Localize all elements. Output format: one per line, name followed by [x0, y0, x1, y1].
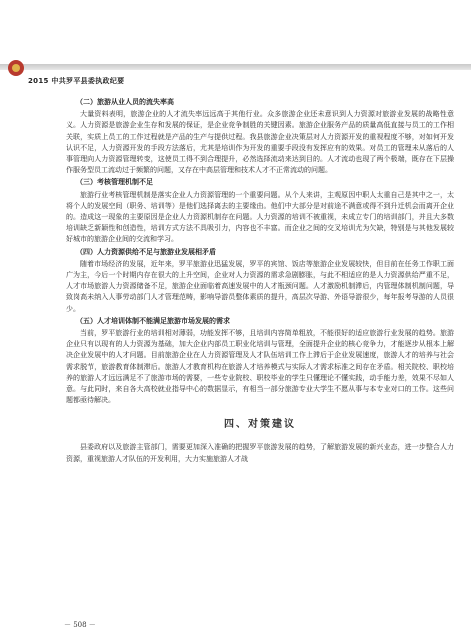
section-body-2: 大量资料表明，旅游企业的人才流失率远远高于其他行业。众多旅游企业还未意识到人力资源对旅游业发展的战略性意义。人力资源是旅游企业生存和发展的保证，是企业竞争制胜的关键因素。旅游企业服务产品的质量高低直接与员工的工作相关联，实质上员工的工作过程就是产品的生产与提供过程。我县旅游企业决策层对人力资源开发的重视程度不够，对如何开发认识不足，人力资源开发的手段方法落后，尤其是培训作为开发的重要手段没有发挥应有的效果。对员工的管理未从落后的人事管理向人力资源管理转变，这使员工得不到合理提升，必然选择流动来达到目的。人才流动也现了两个极端，既存在下层操作服务型员工流动过于频繁的问题，又存在中高层管理和技术人才不正常流动的问题。 [66, 110, 454, 175]
running-header-title: 2015 中共罗平县委执政纪要 [28, 77, 125, 85]
party-emblem-icon [8, 60, 24, 76]
section-heading-3: （三）考核管理机制不足 [76, 178, 153, 187]
page-header [0, 0, 471, 96]
chapter-body: 县委政府以及旅游主管部门，需要更加深入准确的把握罗平旅游发展的趋势，了解旅游发展的新兴业态，进一步整合人力资源，重视旅游人才队伍的开发利用，大力实施旅游人才战 [66, 443, 454, 463]
section-body-3: 旅游行业考核管理机制是落实企业人力资源管理的一个重要问题。从个人来讲，主观原因中职人太重自己是其中之一，太将个人的发展空间（职务、培训等）是他们选择离去的主要缘由。他们中大部分是对前途不满意或得不到升迁机会而离开企业的。造成这一现象的主要原因是企业人力资源机制存在问题。人力资源的培训不被重视，未成立专门的培训部门，并且大多数培训缺乏新颖性和创造性，培训方式方法不具吸引力，内容也不丰富。而企业之间的交叉培训尤为欠缺，特别是与其他发展较好城市的旅游企业间的交流和学习。 [66, 190, 454, 244]
header-band [0, 64, 471, 70]
main-text [66, 96, 454, 465]
page-number: － 508 － [64, 621, 96, 629]
chapter-heading: 四、对策建议 [224, 419, 296, 431]
section-heading-5: （五）人才培训体制不能满足旅游市场发展的需求 [76, 316, 230, 325]
section-heading-2: （二）旅游从业人员的流失率高 [76, 98, 174, 106]
section-heading-4: （四）人力资源供给不足与旅游业发展相矛盾 [76, 247, 216, 256]
section-body-5: 当前，罗平旅游行业的培训相对薄弱，功能发挥不够，且培训内容简单粗放，不能很好的适应旅游行业发展的趋势。旅游企业只有以现有的人力资源为基础，加大企业内部员工职业化培训与管理，全面提升企业的核心竞争力，才能逐步从根本上解决企业发展中的人才问题。目前旅游企业在人力资源管理及人才队伍培训工作上滞后于企业发展速度，旅游人才的培养与社会需求脱节，旅游教育体制滞后。旅游人才教育机构在旅游人才培养模式与实际人才需求标准之间存在矛盾。相关院校、职校培养的旅游人才远远满足不了旅游市场的需要，一些专业院校、职校毕业的学生只懂理论不懂实践，动手能力差，效果不尽如人意。与此同时，来自各大高校就业指导中心的数据显示，有相当一部分旅游专业大学生不愿从事与本专业对口的工作。这些问题都亟待解决。 [66, 329, 454, 405]
section-body-4: 随着市场经济的发展，近年来，罗平旅游业迅猛发展，罗平的宾馆、饭店等旅游企业发展较快，但目前在任务工作职工面广为主，今后一个时期内存在很大的上升空间，企业对人力资源的需求急剧膨胀，与此不相适应的是人力资源供给严重不足，人才市场旅游人力资源储备不足，旅游企业面临着高速发展中的人才瓶颈问题。人才激励机制滞后，内管理体制机制问题，导致岗高未纳入人事劳动部门人才管理范畴，影响导游员整体素质的提升，高层次导游、外语导游很少，每年报考导游的人员很少。 [66, 259, 454, 313]
